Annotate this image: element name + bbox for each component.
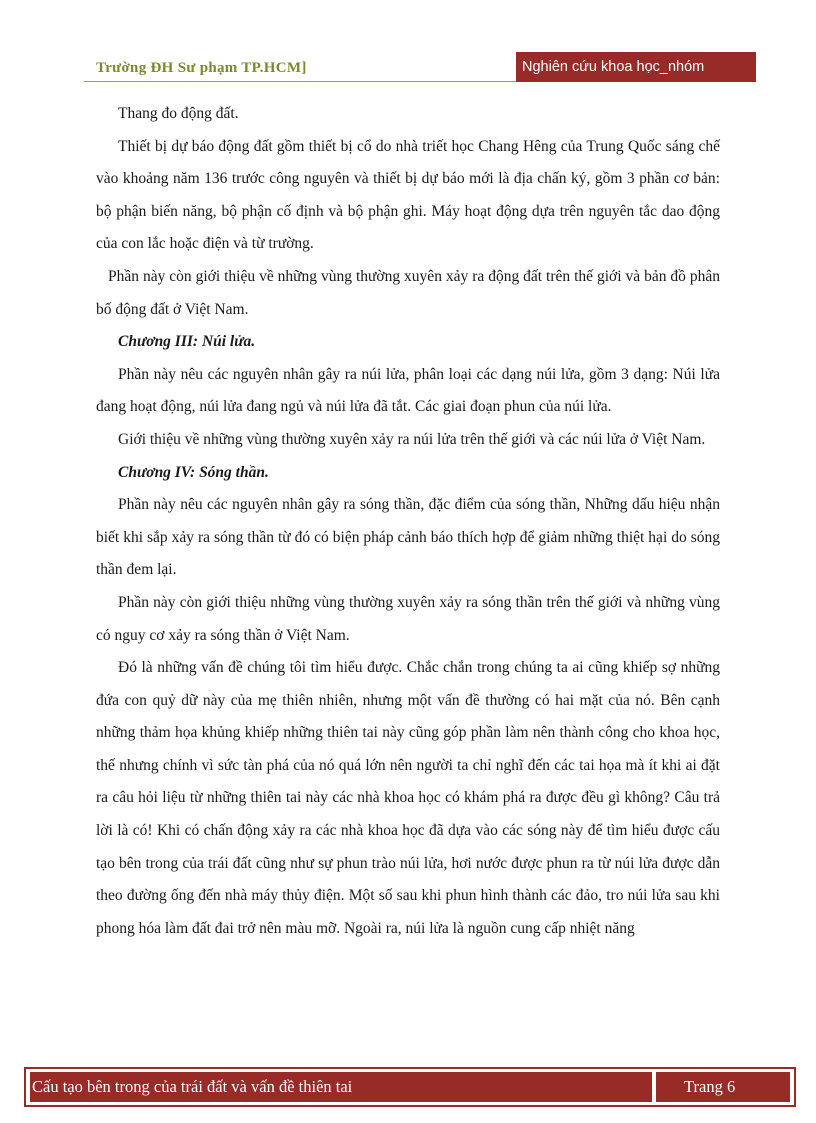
paragraph: Đó là những vấn đề chúng tôi tìm hiểu được. Chắc chắn trong chúng ta ai cũng khiếp sợ những đứa con quỷ dữ này của mẹ thiên nhiên, nhưng một vấn đề thường có hai mặt của nó. Bên cạnh những thảm họa khủng khiếp những thiên tai này cũng góp phần làm nên thành công cho khoa học, thế nhưng chính vì sức tàn phá của nó quá lớn nên người ta chỉ nghĩ đến các tai họa mà ít khi ai đặt ra câu hỏi liệu từ những thiên tai này các nhà khoa học có khám phá ra được đều gì không? Câu trả lời là có! Khi có chấn động xảy ra các nhà khoa học đã dựa vào các sóng này để tìm hiểu được cấu tạo bên trong của trái đất cũng như sự phun trào núi lửa, hơi nước được phun ra từ núi lửa được dẫn theo đường ống đến nhà máy thủy điện. Một số sau khi phun hình thành các đảo, tro núi lửa sau khi phong hóa làm đất đai trở nên màu mỡ. Ngoài ra, núi lửa là nguồn cung cấp nhiệt năng (96, 659, 720, 937)
document-body (96, 98, 720, 945)
paragraph: Phần này còn giới thiệu về những vùng thường xuyên xảy ra động đất trên thế giới và bản đồ phân bố động đất ở Việt Nam. (96, 267, 720, 318)
header-section-title: Nghiên cứu khoa học_nhóm (516, 52, 756, 82)
paragraph: Thang đo động đất. (118, 105, 239, 122)
paragraph: Phần này nêu các nguyên nhân gây ra núi lửa, phân loại các dạng núi lửa, gồm 3 dạng: Núi lửa đang hoạt động, núi lửa đang ngủ và núi lửa đã tắt. Các giai đoạn phun của núi lửa. (96, 365, 720, 416)
paragraph: Phần này nêu các nguyên nhân gây ra sóng thần, đặc điểm của sóng thần, Những dấu hiệu nhận biết khi sắp xảy ra sóng thần từ đó có biện pháp cảnh báo thích hợp để giảm những thiệt hại do sóng thần đem lại. (96, 496, 720, 579)
footer-document-title: Cấu tạo bên trong của trái đất và vấn đề thiên tai (30, 1072, 652, 1102)
header-school-name: Trường ĐH Sư phạm TP.HCM] (96, 60, 307, 76)
paragraph: Phần này còn giới thiệu những vùng thường xuyên xảy ra sóng thần trên thế giới và những vùng có nguy cơ xảy ra sóng thần ở Việt Nam. (96, 593, 720, 644)
chapter-heading: Chương IV: Sóng thần. (118, 463, 269, 481)
header-divider (84, 81, 516, 82)
chapter-heading: Chương III: Núi lửa. (118, 333, 256, 351)
paragraph: Thiết bị dự báo động đất gồm thiết bị cổ do nhà triết học Chang Hêng của Trung Quốc sáng chế vào khoảng năm 136 trước công nguyên và thiết bị dự báo mới là địa chấn ký, gồm 3 phần cơ bản: bộ phận biến năng, bộ phận cố định và bộ phận ghi. Máy hoạt động dựa trên nguyên tắc dao động của con lắc hoặc điện và từ trường. (96, 137, 720, 253)
footer-page-number: Trang 6 (656, 1072, 790, 1102)
paragraph: Giới thiệu về những vùng thường xuyên xảy ra núi lửa trên thế giới và các núi lửa ở Việt Nam. (118, 430, 706, 448)
